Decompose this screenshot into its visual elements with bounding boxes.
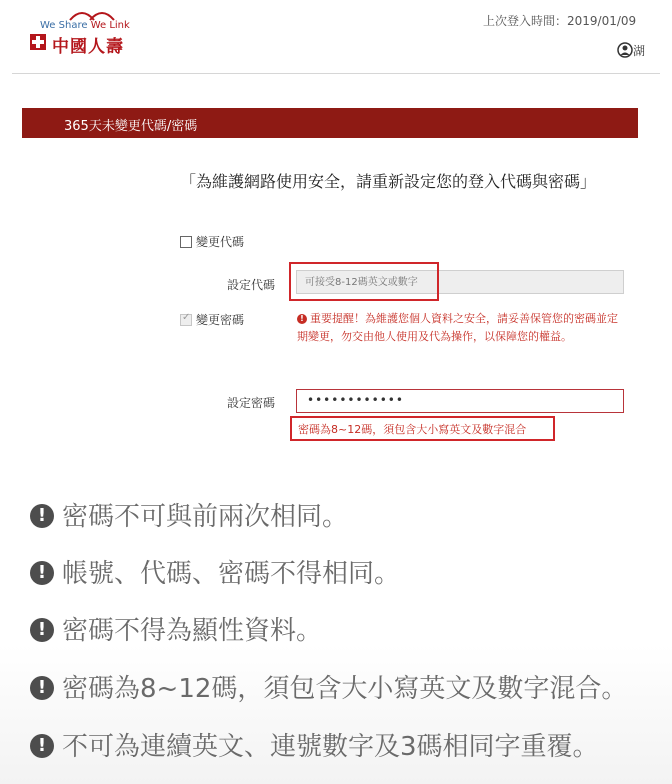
- exclamation-icon: !: [30, 676, 54, 700]
- change-code-checkbox[interactable]: [180, 236, 192, 248]
- section-title-bar: [22, 108, 638, 138]
- password-hint: 密碼為8~12碼，須包含大小寫英文及數字混合: [298, 423, 527, 436]
- logo-name: 中國人壽: [52, 37, 124, 57]
- logo-cross-icon: [30, 34, 46, 50]
- password-rules-panel: [0, 474, 672, 784]
- rule-item: [30, 668, 627, 705]
- change-password-checkbox[interactable]: [180, 314, 192, 326]
- rule-item: [30, 496, 348, 533]
- change-password-label: 變更密碼: [196, 313, 245, 327]
- set-password-label: 設定密碼: [227, 396, 276, 410]
- security-warning-text: 重要提醒！為維護您個人資料之安全，請妥善保管您的密碼並定期變更，勿交由他人使用及代為操作，以保障您的權益。: [297, 312, 618, 343]
- exclamation-icon: !: [30, 561, 54, 585]
- user-icon[interactable]: [617, 42, 633, 58]
- rule-item: [30, 610, 322, 647]
- set-code-label: 設定代碼: [227, 278, 276, 292]
- exclamation-icon: !: [297, 314, 307, 324]
- exclamation-icon: !: [30, 618, 54, 642]
- rule-item: [30, 553, 400, 590]
- change-code-label: 變更代碼: [196, 235, 245, 249]
- password-hint-highlight-box: [290, 416, 555, 441]
- logo-tagline: We Share We Link: [40, 20, 130, 31]
- user-name-partial[interactable]: 湖: [633, 44, 646, 58]
- rule-text: 帳號、代碼、密碼不得相同。: [62, 559, 401, 589]
- header: [0, 0, 672, 74]
- china-life-logo[interactable]: [30, 6, 150, 57]
- rule-text: 密碼不可與前兩次相同。: [62, 502, 349, 532]
- section-title: 365天未變更代碼/密碼: [64, 119, 198, 134]
- header-divider: [12, 73, 660, 74]
- exclamation-icon: !: [30, 504, 54, 528]
- security-notice: 「為維護網路使用安全，請重新設定您的登入代碼與密碼」: [180, 172, 597, 191]
- rule-item: [30, 726, 599, 763]
- exclamation-icon: !: [30, 734, 54, 758]
- security-warning: [297, 310, 627, 346]
- code-highlight-box: [289, 262, 439, 301]
- set-password-input[interactable]: ••••••••••••: [296, 389, 624, 413]
- rule-text: 不可為連續英文、連號數字及3碼相同字重覆。: [62, 732, 599, 762]
- rule-text: 密碼為8~12碼，須包含大小寫英文及數字混合。: [62, 674, 628, 704]
- rule-text: 密碼不得為顯性資料。: [62, 616, 323, 646]
- last-login-time: 上次登入時間：2019/01/09: [483, 14, 637, 28]
